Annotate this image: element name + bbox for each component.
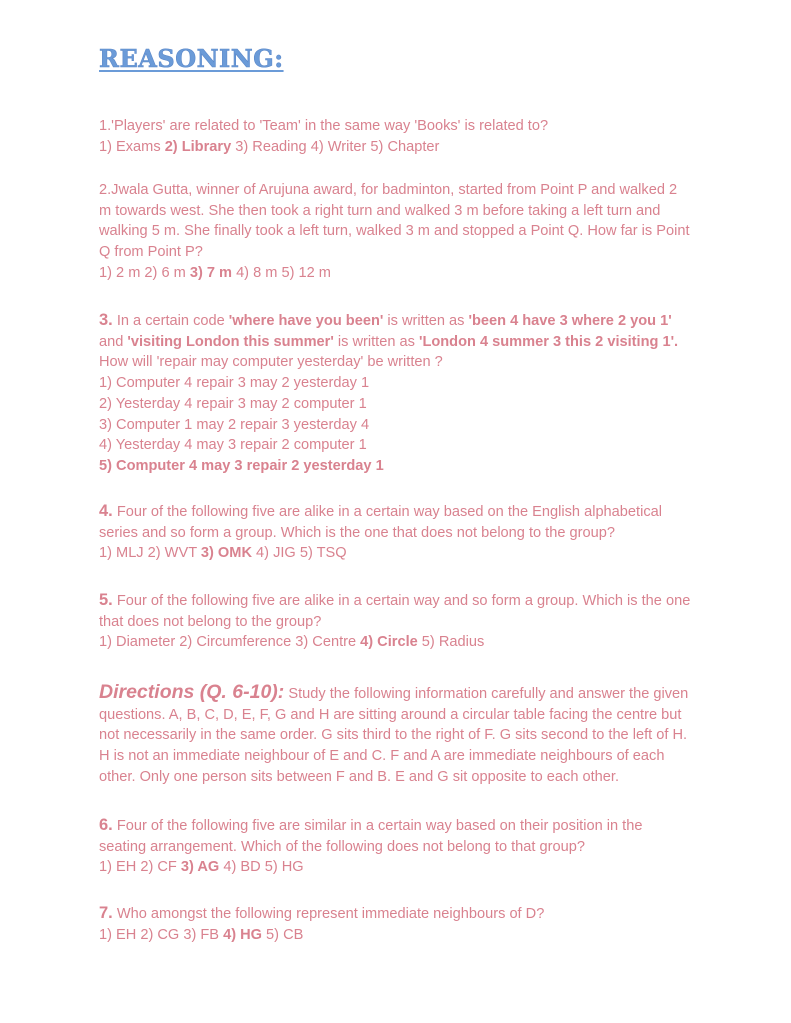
question-6-line-2: seating arrangement. Which of the following does not belong to that group?: [99, 838, 585, 855]
question-2: [99, 180, 709, 284]
question-1-options: [99, 137, 709, 158]
question-7-answer: 4) HG: [223, 926, 262, 943]
question-2-answer: 3) 7 m: [189, 264, 233, 281]
question-1-text: 1.'Players' are related to 'Team' in the same way 'Books' is related to?: [99, 118, 549, 134]
question-3-option-2: 2) Yesterday 4 repair 3 may 2 computer 1: [99, 395, 367, 412]
question-3-line-1: [99, 310, 709, 332]
question-7-options-post: 5) CB: [262, 926, 304, 943]
question-1: [99, 116, 709, 157]
directions-line-4: H is not an immediate neighbour of E and C. F and A are immediate neighbours of each: [99, 748, 665, 765]
question-7-options-pre: 1) EH 2) CG 3) FB: [99, 926, 224, 943]
question-6-options-post: 4) BD 5) HG: [219, 859, 304, 876]
question-5-number: 5.: [99, 591, 113, 609]
question-3-option-4: 4) Yesterday 4 may 3 repair 2 computer 1: [99, 437, 367, 454]
directions-line-2: questions. A, B, C, D, E, F, G and H are sitting around a circular table facing the centre but: [99, 706, 682, 723]
question-4-options: [99, 543, 709, 564]
question-2-line-1: 2.Jwala Gutta, winner of Arujuna award, for badminton, started from Point P and walked 2: [99, 182, 678, 198]
question-3-answer: 5) Computer 4 may 3 repair 2 yesterday 1: [99, 457, 384, 474]
question-6: [99, 815, 709, 878]
question-7: [99, 903, 709, 945]
directions: [99, 682, 709, 788]
question-3-code-2: 'been 4 have 3 where 2 you 1': [468, 313, 672, 329]
question-3-code-1: 'where have you been': [228, 313, 384, 329]
question-3-code-3: 'visiting London this summer': [127, 333, 334, 350]
question-4-line-2: series and so form a group. Which is the one that does not belong to the group?: [99, 524, 615, 541]
question-4-line-1: [99, 501, 709, 523]
question-5-options: [99, 632, 709, 653]
directions-text-1: Study the following information carefully and answer the given: [284, 686, 689, 702]
question-3-code-4: 'London 4 summer 3 this 2 visiting 1'.: [418, 333, 679, 350]
question-2-options: [99, 263, 709, 284]
directions-line-3: not necessarily in the same order. G sits third to the right of F. G sits second to the left of H.: [99, 727, 688, 744]
question-3: [99, 310, 709, 477]
question-1-answer: 2) Library: [164, 138, 232, 155]
question-3-option-3: 3) Computer 1 may 2 repair 3 yesterday 4: [99, 416, 370, 433]
directions-line-5: other. Only one person sits between F and B. E and G sit opposite to each other.: [99, 768, 620, 785]
directions-label: Directions (Q. 6-10):: [99, 681, 285, 703]
question-5-options-post: 5) Radius: [417, 634, 485, 651]
question-3-text-3: and: [99, 333, 128, 350]
question-4-answer: 3) OMK: [200, 545, 252, 562]
question-3-option-1: 1) Computer 4 repair 3 may 2 yesterday 1: [99, 375, 370, 392]
question-6-text-1: Four of the following five are similar in a certain way based on their position in the: [112, 818, 643, 834]
page-title: REASONING:: [99, 44, 284, 73]
question-6-options: [99, 857, 709, 878]
question-3-line-2: [99, 332, 709, 353]
question-6-number: 6.: [99, 816, 113, 834]
question-7-text-1: Who amongst the following represent immediate neighbours of D?: [112, 906, 545, 922]
question-4-options-post: 4) JIG 5) TSQ: [251, 545, 347, 562]
question-7-number: 7.: [99, 904, 113, 922]
question-7-line-1: [99, 903, 709, 925]
question-1-options-pre: 1) Exams: [99, 138, 165, 155]
directions-line-1: [99, 682, 709, 705]
question-2-line-4: Q from Point P?: [99, 244, 203, 261]
question-5-line-1: [99, 590, 709, 612]
question-4: [99, 501, 709, 564]
question-1-options-post: 3) Reading 4) Writer 5) Chapter: [231, 138, 440, 155]
question-4-text-1: Four of the following five are alike in a certain way based on the English alphabetical: [112, 504, 662, 520]
question-5-answer: 4) Circle: [360, 634, 418, 651]
question-3-text-2: is written as: [383, 313, 469, 329]
question-6-answer: 3) AG: [180, 859, 220, 876]
question-2-line-2: m towards west. She then took a right turn and walked 3 m before taking a left turn and: [99, 202, 661, 219]
question-3-text-4: is written as: [333, 333, 419, 350]
question-3-text-1: In a certain code: [112, 313, 229, 329]
question-5-text-1: Four of the following five are alike in a certain way and so form a group. Which is the one: [112, 593, 691, 609]
question-5: [99, 590, 709, 653]
question-5-options-pre: 1) Diameter 2) Circumference 3) Centre: [99, 634, 361, 651]
question-5-line-2: that does not belong to the group?: [99, 613, 322, 630]
question-4-number: 4.: [99, 502, 113, 520]
question-6-options-pre: 1) EH 2) CF: [99, 859, 181, 876]
question-3-line-3: How will 'repair may computer yesterday' be written ?: [99, 354, 443, 371]
question-2-options-post: 4) 8 m 5) 12 m: [232, 264, 331, 281]
question-3-number: 3.: [99, 311, 113, 329]
question-2-options-pre: 1) 2 m 2) 6 m: [99, 264, 190, 281]
question-6-line-1: [99, 815, 709, 837]
question-2-line-3: walking 5 m. She finally took a left turn, walked 3 m and stopped a Point Q. How far is Point: [99, 223, 690, 240]
question-4-options-pre: 1) MLJ 2) WVT: [99, 545, 201, 562]
question-7-options: [99, 925, 709, 946]
